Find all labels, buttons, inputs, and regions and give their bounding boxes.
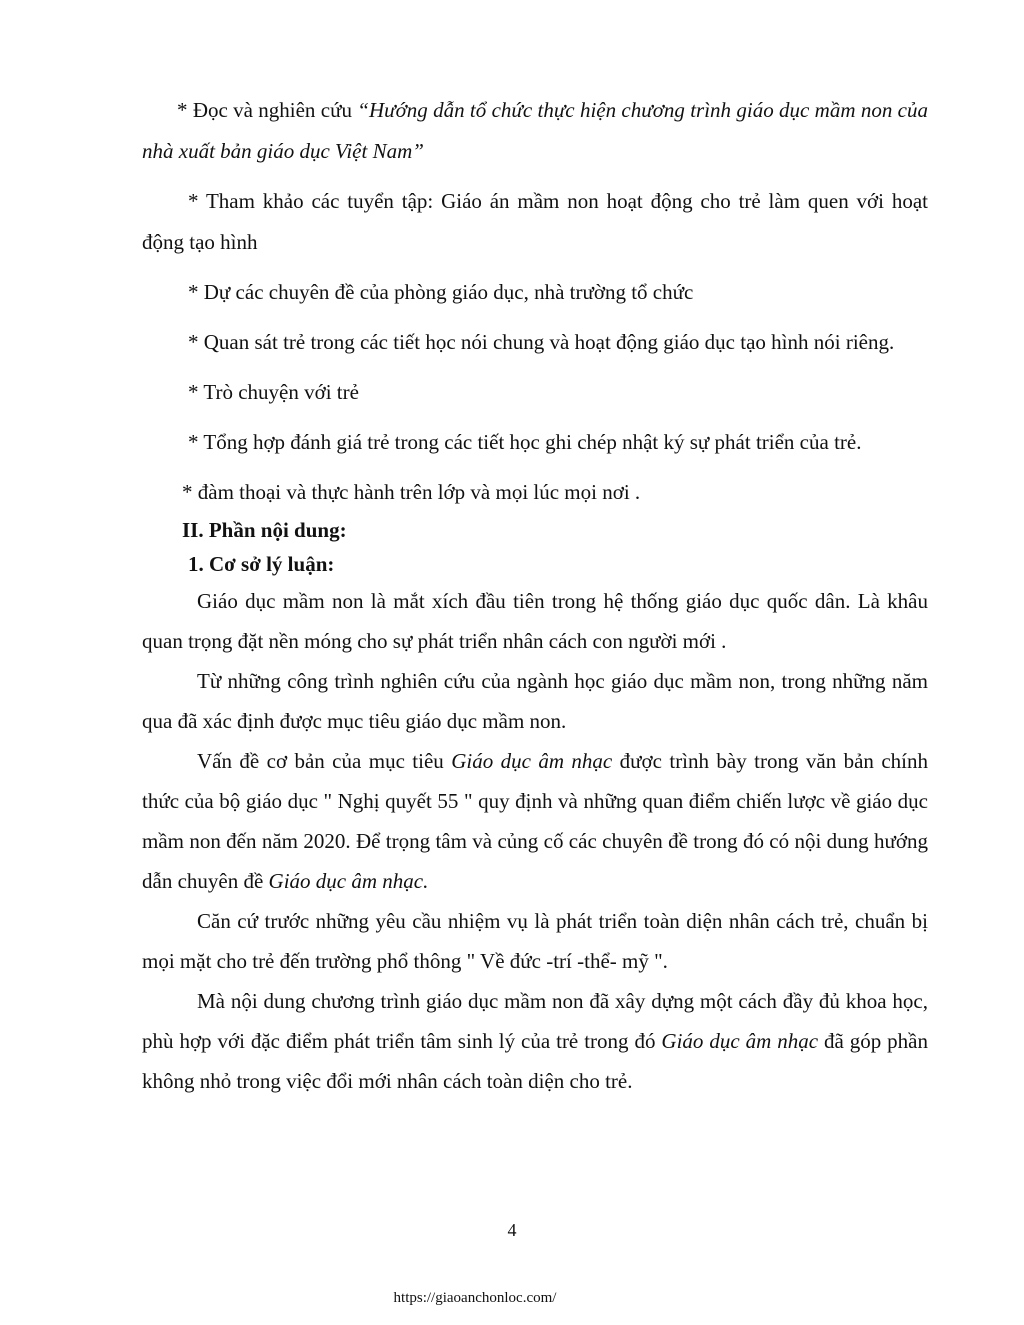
method-item-practice: * đàm thoại và thực hành trên lớp và mọi lúc mọi nơi . [182, 480, 641, 504]
theory-paragraph-4: Căn cứ trước những yêu cầu nhiệm vụ là phát triển toàn diện nhân cách trẻ, chuẩn bị mọi mặt cho trẻ đến trường phổ thông " Về đức -trí -thể- mỹ ". [142, 909, 928, 973]
page-number: 4 [507, 1220, 517, 1240]
method-item-reading [142, 90, 928, 172]
page-content [142, 90, 928, 1101]
method-item-conversation: * Trò chuyện với trẻ [188, 380, 359, 404]
method-item-seminar: * Dự các chuyên đề của phòng giáo dục, nhà trường tổ chức [188, 280, 694, 304]
theory-paragraph-3 [142, 741, 928, 901]
section-heading-content: II. Phần nội dung: [182, 518, 347, 542]
theory-paragraph-2: Từ những công trình nghiên cứu của ngành học giáo dục mầm non, trong những năm qua đã xác định được mục tiêu giáo dục mầm non. [142, 669, 928, 733]
theory-paragraph-3-part-a: Vấn đề cơ bản của mục tiêu [197, 749, 452, 773]
method-item-reference: * Tham khảo các tuyển tập: Giáo án mầm non hoạt động cho trẻ làm quen với hoạt động tạo hình [142, 189, 928, 254]
method-item-reading-text: * Đọc và nghiên cứu [177, 98, 358, 122]
method-item-reading-title: “Hướng dẫn tổ chức thực hiện chương trình giáo dục mầm non của nhà xuất bản giáo dục Việt Nam” [142, 98, 928, 163]
theory-paragraph-5-part-a: Mà nội dung chương trình giáo dục mầm non đã xây dựng một cách đầy đủ khoa học, phù hợp với đặc điểm phát triển tâm sinh lý của trẻ trong đó [142, 989, 928, 1053]
theory-paragraph-5-part-c: đã góp phần không nhỏ trong việc đổi mới nhân cách toàn diện cho trẻ. [142, 1029, 928, 1093]
theory-paragraph-1: Giáo dục mầm non là mắt xích đầu tiên trong hệ thống giáo dục quốc dân. Là khâu quan trọng đặt nền móng cho sự phát triển nhân cách con người mới . [142, 589, 928, 653]
subsection-heading-theory: 1. Cơ sở lý luận: [188, 552, 335, 576]
theory-paragraph-3-part-c: được trình bày trong văn bản chính thức của bộ giáo dục " Nghị quyết 55 " quy định và những quan điểm chiến lược về giáo dục mầm non đến năm 2020. Để trọng tâm và củng cố các chuyên đề trong đó có nội dung hướng dẫn chuyên đề [142, 749, 928, 893]
method-item-assessment: * Tổng hợp đánh giá trẻ trong các tiết học ghi chép nhật ký sự phát triển của trẻ. [188, 430, 862, 454]
method-item-observation: * Quan sát trẻ trong các tiết học nói chung và hoạt động giáo dục tạo hình nói riêng. [188, 330, 895, 354]
footer-url[interactable]: https://giaoanchonloc.com/ [393, 1290, 557, 1306]
theory-paragraph-5 [142, 981, 928, 1101]
theory-paragraph-3-term-end: Giáo dục âm nhạc. [268, 869, 429, 893]
theory-paragraph-5-term: Giáo dục âm nhạc [661, 1029, 819, 1053]
theory-paragraph-3-term: Giáo dục âm nhạc [451, 749, 613, 773]
